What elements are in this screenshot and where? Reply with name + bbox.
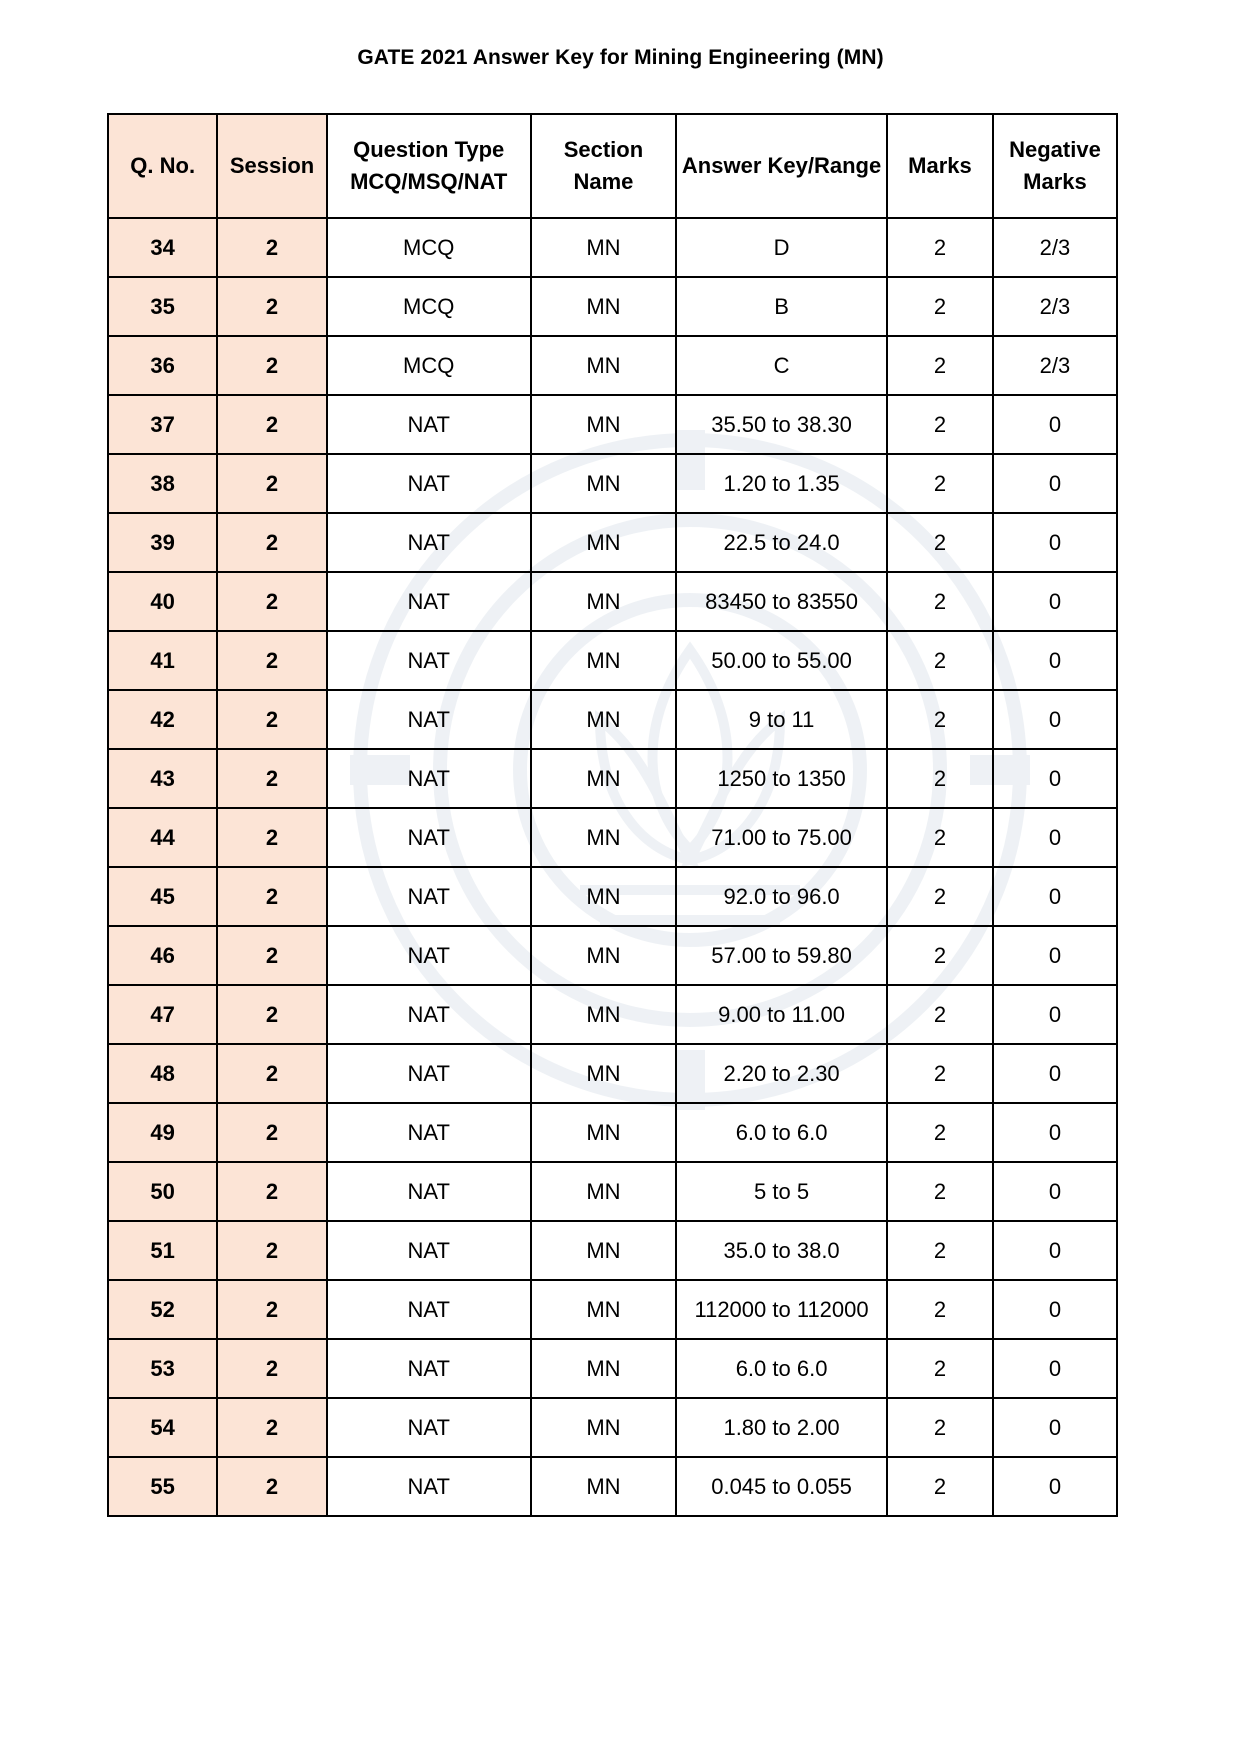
cell-negative-marks: 0 (993, 1103, 1117, 1162)
table-row (108, 513, 1117, 572)
cell-question-type: NAT (327, 454, 531, 513)
table-row (108, 985, 1117, 1044)
header-negative-marks (993, 114, 1117, 218)
header-negative-marks-line: Marks (1023, 169, 1087, 194)
cell-question-type: NAT (327, 1044, 531, 1103)
cell-session: 2 (217, 395, 326, 454)
cell-marks: 2 (887, 631, 993, 690)
header-question-type-line: Question Type (353, 137, 505, 162)
cell-marks: 2 (887, 808, 993, 867)
header-session (217, 114, 326, 218)
cell-qno: 47 (108, 985, 217, 1044)
cell-session: 2 (217, 1280, 326, 1339)
cell-answer-key: 35.50 to 38.30 (676, 395, 887, 454)
cell-session: 2 (217, 631, 326, 690)
cell-qno: 40 (108, 572, 217, 631)
cell-marks: 2 (887, 1280, 993, 1339)
table-row (108, 1044, 1117, 1103)
cell-qno: 44 (108, 808, 217, 867)
cell-negative-marks: 0 (993, 1221, 1117, 1280)
cell-session: 2 (217, 513, 326, 572)
cell-section-name: MN (531, 926, 676, 985)
cell-session: 2 (217, 926, 326, 985)
cell-section-name: MN (531, 277, 676, 336)
cell-section-name: MN (531, 1339, 676, 1398)
table-row (108, 1162, 1117, 1221)
cell-answer-key: 112000 to 112000 (676, 1280, 887, 1339)
cell-marks: 2 (887, 277, 993, 336)
cell-question-type: NAT (327, 1457, 531, 1516)
cell-answer-key: 1250 to 1350 (676, 749, 887, 808)
cell-session: 2 (217, 690, 326, 749)
cell-section-name: MN (531, 749, 676, 808)
cell-question-type: NAT (327, 926, 531, 985)
cell-section-name: MN (531, 572, 676, 631)
cell-qno: 41 (108, 631, 217, 690)
header-question-type-line: MCQ/MSQ/NAT (350, 169, 508, 194)
table-row (108, 808, 1117, 867)
header-session-line: Session (229, 153, 315, 178)
table-row (108, 926, 1117, 985)
cell-question-type: NAT (327, 572, 531, 631)
cell-session: 2 (217, 572, 326, 631)
cell-negative-marks: 0 (993, 1457, 1117, 1516)
cell-session: 2 (217, 808, 326, 867)
table-row (108, 690, 1117, 749)
cell-question-type: NAT (327, 690, 531, 749)
cell-question-type: NAT (327, 1280, 531, 1339)
cell-answer-key: 5 to 5 (676, 1162, 887, 1221)
cell-marks: 2 (887, 1103, 993, 1162)
header-answer-key-line: Answer Key/Range (681, 153, 882, 178)
cell-marks: 2 (887, 1162, 993, 1221)
cell-session: 2 (217, 1339, 326, 1398)
cell-qno: 48 (108, 1044, 217, 1103)
cell-answer-key: 35.0 to 38.0 (676, 1221, 887, 1280)
cell-question-type: MCQ (327, 218, 531, 277)
table-row (108, 218, 1117, 277)
cell-answer-key: C (676, 336, 887, 395)
cell-negative-marks: 0 (993, 1162, 1117, 1221)
cell-marks: 2 (887, 1339, 993, 1398)
cell-answer-key: 9 to 11 (676, 690, 887, 749)
cell-negative-marks: 0 (993, 749, 1117, 808)
table-row (108, 1457, 1117, 1516)
cell-section-name: MN (531, 985, 676, 1044)
cell-negative-marks: 0 (993, 690, 1117, 749)
cell-session: 2 (217, 336, 326, 395)
cell-negative-marks: 0 (993, 1339, 1117, 1398)
cell-negative-marks: 0 (993, 631, 1117, 690)
cell-negative-marks: 0 (993, 513, 1117, 572)
cell-question-type: NAT (327, 395, 531, 454)
cell-qno: 42 (108, 690, 217, 749)
table-row (108, 395, 1117, 454)
cell-negative-marks: 0 (993, 985, 1117, 1044)
cell-marks: 2 (887, 218, 993, 277)
cell-marks: 2 (887, 454, 993, 513)
table-row (108, 1221, 1117, 1280)
cell-answer-key: 83450 to 83550 (676, 572, 887, 631)
table-body (108, 218, 1117, 1516)
cell-section-name: MN (531, 395, 676, 454)
table-row (108, 1339, 1117, 1398)
cell-marks: 2 (887, 690, 993, 749)
cell-section-name: MN (531, 690, 676, 749)
cell-answer-key: B (676, 277, 887, 336)
cell-answer-key: 2.20 to 2.30 (676, 1044, 887, 1103)
cell-marks: 2 (887, 1221, 993, 1280)
cell-marks: 2 (887, 1044, 993, 1103)
cell-marks: 2 (887, 513, 993, 572)
cell-session: 2 (217, 1162, 326, 1221)
cell-section-name: MN (531, 1044, 676, 1103)
cell-qno: 55 (108, 1457, 217, 1516)
cell-question-type: NAT (327, 1162, 531, 1221)
cell-qno: 37 (108, 395, 217, 454)
table-row (108, 1280, 1117, 1339)
header-negative-marks-line: Negative (1009, 137, 1101, 162)
cell-negative-marks: 0 (993, 395, 1117, 454)
cell-session: 2 (217, 985, 326, 1044)
cell-negative-marks: 0 (993, 1280, 1117, 1339)
table-header-row (108, 114, 1117, 218)
header-qno-line: Q. No. (130, 153, 196, 178)
cell-question-type: NAT (327, 1398, 531, 1457)
cell-session: 2 (217, 454, 326, 513)
cell-answer-key: 92.0 to 96.0 (676, 867, 887, 926)
cell-session: 2 (217, 749, 326, 808)
cell-section-name: MN (531, 1221, 676, 1280)
table-row (108, 336, 1117, 395)
cell-qno: 52 (108, 1280, 217, 1339)
cell-session: 2 (217, 1044, 326, 1103)
cell-section-name: MN (531, 336, 676, 395)
cell-negative-marks: 2/3 (993, 336, 1117, 395)
header-section-name-line: Section (563, 137, 644, 162)
header-row (108, 114, 1117, 218)
cell-answer-key: 6.0 to 6.0 (676, 1103, 887, 1162)
cell-question-type: NAT (327, 808, 531, 867)
cell-qno: 50 (108, 1162, 217, 1221)
cell-negative-marks: 0 (993, 454, 1117, 513)
cell-negative-marks: 0 (993, 926, 1117, 985)
header-section-name-line: Name (573, 169, 634, 194)
header-marks (887, 114, 993, 218)
cell-answer-key: 22.5 to 24.0 (676, 513, 887, 572)
cell-answer-key: 0.045 to 0.055 (676, 1457, 887, 1516)
cell-session: 2 (217, 1398, 326, 1457)
table-row (108, 1398, 1117, 1457)
cell-answer-key: 1.80 to 2.00 (676, 1398, 887, 1457)
cell-session: 2 (217, 867, 326, 926)
cell-answer-key: 1.20 to 1.35 (676, 454, 887, 513)
cell-qno: 35 (108, 277, 217, 336)
cell-qno: 49 (108, 1103, 217, 1162)
table-row (108, 867, 1117, 926)
table-row (108, 749, 1117, 808)
cell-qno: 54 (108, 1398, 217, 1457)
cell-section-name: MN (531, 808, 676, 867)
cell-answer-key: 57.00 to 59.80 (676, 926, 887, 985)
header-marks-line: Marks (908, 153, 972, 178)
header-section-name (531, 114, 676, 218)
cell-section-name: MN (531, 867, 676, 926)
cell-qno: 45 (108, 867, 217, 926)
cell-section-name: MN (531, 1280, 676, 1339)
cell-marks: 2 (887, 572, 993, 631)
cell-section-name: MN (531, 1103, 676, 1162)
cell-session: 2 (217, 1221, 326, 1280)
cell-section-name: MN (531, 454, 676, 513)
cell-negative-marks: 0 (993, 572, 1117, 631)
cell-qno: 53 (108, 1339, 217, 1398)
cell-marks: 2 (887, 867, 993, 926)
cell-section-name: MN (531, 631, 676, 690)
header-question-type (327, 114, 531, 218)
cell-answer-key: D (676, 218, 887, 277)
table-row (108, 572, 1117, 631)
cell-marks: 2 (887, 926, 993, 985)
cell-marks: 2 (887, 336, 993, 395)
cell-qno: 34 (108, 218, 217, 277)
cell-negative-marks: 0 (993, 1044, 1117, 1103)
cell-section-name: MN (531, 218, 676, 277)
table-row (108, 454, 1117, 513)
cell-answer-key: 9.00 to 11.00 (676, 985, 887, 1044)
cell-negative-marks: 2/3 (993, 277, 1117, 336)
cell-negative-marks: 2/3 (993, 218, 1117, 277)
cell-question-type: MCQ (327, 277, 531, 336)
cell-session: 2 (217, 1103, 326, 1162)
cell-qno: 46 (108, 926, 217, 985)
cell-marks: 2 (887, 749, 993, 808)
cell-marks: 2 (887, 1398, 993, 1457)
cell-negative-marks: 0 (993, 808, 1117, 867)
cell-session: 2 (217, 277, 326, 336)
cell-session: 2 (217, 1457, 326, 1516)
header-qno (108, 114, 217, 218)
cell-qno: 51 (108, 1221, 217, 1280)
cell-question-type: NAT (327, 1103, 531, 1162)
cell-qno: 43 (108, 749, 217, 808)
table-row (108, 277, 1117, 336)
cell-question-type: NAT (327, 1339, 531, 1398)
cell-answer-key: 50.00 to 55.00 (676, 631, 887, 690)
document-title: GATE 2021 Answer Key for Mining Engineering (MN) (357, 46, 884, 69)
cell-question-type: NAT (327, 867, 531, 926)
cell-section-name: MN (531, 1398, 676, 1457)
cell-qno: 39 (108, 513, 217, 572)
cell-answer-key: 6.0 to 6.0 (676, 1339, 887, 1398)
table-row (108, 1103, 1117, 1162)
cell-answer-key: 71.00 to 75.00 (676, 808, 887, 867)
cell-question-type: NAT (327, 513, 531, 572)
table-row (108, 631, 1117, 690)
header-answer-key (676, 114, 887, 218)
cell-negative-marks: 0 (993, 867, 1117, 926)
cell-section-name: MN (531, 513, 676, 572)
cell-qno: 36 (108, 336, 217, 395)
cell-negative-marks: 0 (993, 1398, 1117, 1457)
cell-question-type: NAT (327, 631, 531, 690)
cell-marks: 2 (887, 985, 993, 1044)
cell-question-type: NAT (327, 985, 531, 1044)
answer-key-table (107, 113, 1118, 1517)
cell-section-name: MN (531, 1162, 676, 1221)
cell-question-type: NAT (327, 1221, 531, 1280)
cell-marks: 2 (887, 1457, 993, 1516)
cell-marks: 2 (887, 395, 993, 454)
cell-session: 2 (217, 218, 326, 277)
cell-question-type: NAT (327, 749, 531, 808)
cell-qno: 38 (108, 454, 217, 513)
cell-section-name: MN (531, 1457, 676, 1516)
cell-question-type: MCQ (327, 336, 531, 395)
